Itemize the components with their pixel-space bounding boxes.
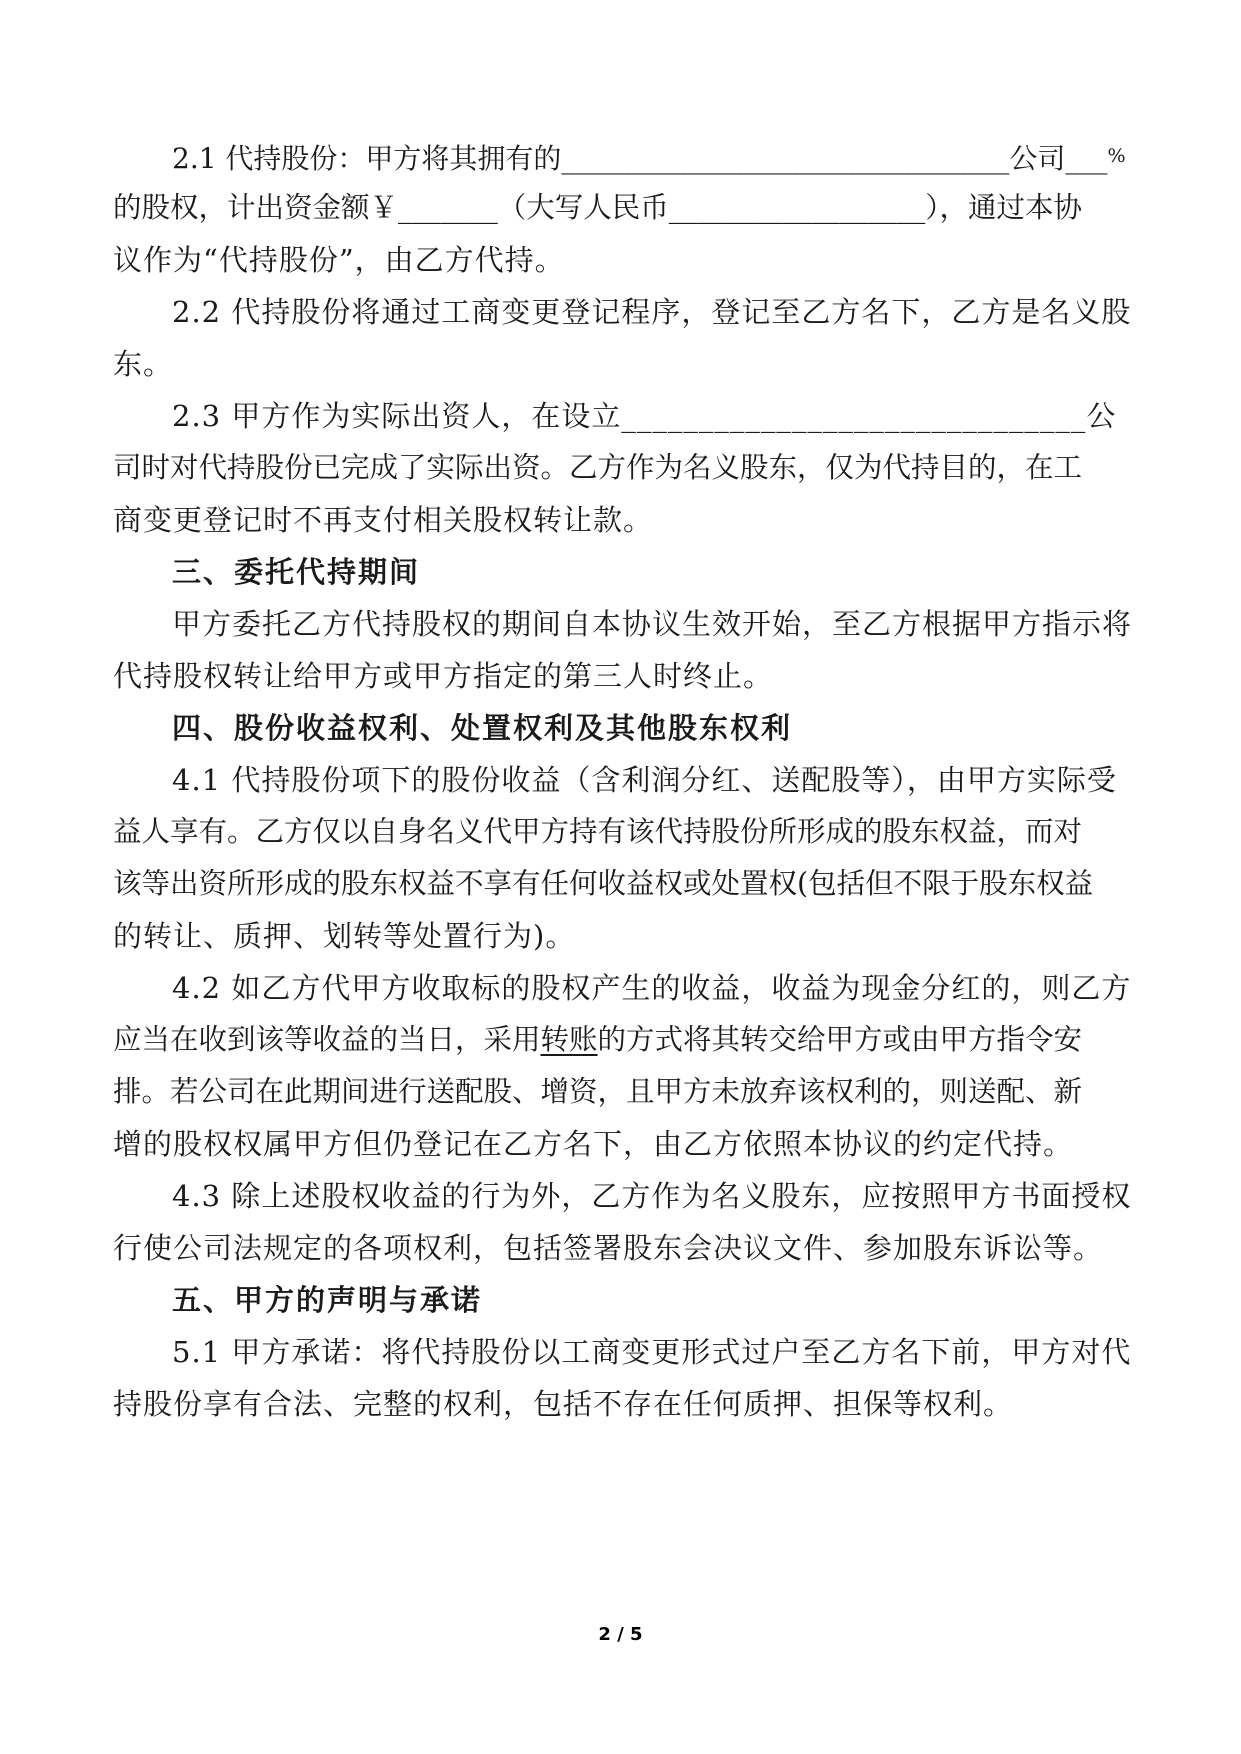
clause-2-3-line-3: 商变更登记时不再支付相关股权转让款。 [113, 503, 654, 537]
clause-4-2-line-4: 增的股权权属甲方但仍登记在乙方名下，由乙方依照本协议的约定代持。 [113, 1127, 1074, 1161]
section-4-heading: 四、股份收益权利、处置权利及其他股东权利 [172, 711, 793, 745]
clause-2-1-text: 2.1 代持股份：甲方将其拥有的________________________________公司___ [172, 142, 1108, 175]
clause-2-2-line-1: 2.2 代持股份将通过工商变更登记程序，登记至乙方名下，乙方是名义股 [172, 295, 1132, 329]
clause-2-1-line-3: 议作为“代持股份”，由乙方代持。 [113, 243, 565, 277]
clause-4-2-line-1: 4.2 如乙方代甲方收取标的股权产生的收益，收益为现金分红的，则乙方 [172, 971, 1132, 1005]
section-3-line-1: 甲方委托乙方代持股权的期间自本协议生效开始，至乙方根据甲方指示将 [172, 607, 1133, 641]
clause-5-1-line-2: 持股份享有合法、完整的权利，包括不存在任何质押、担保等权利。 [113, 1387, 1014, 1421]
clause-2-2-line-2: 东。 [113, 347, 174, 381]
clause-4-3-line-1: 4.3 除上述股权收益的行为外，乙方作为名义股东，应按照甲方书面授权 [172, 1179, 1132, 1213]
page-indicator: 2 / 5 [598, 1624, 643, 1645]
clause-2-1-line-1 [172, 136, 1126, 176]
clause-4-2-text-a: 应当在收到该等收益的当日，采用 [113, 1023, 541, 1056]
clause-2-3-line-1: 2.3 甲方作为实际出资人，在设立______________________________公 [172, 399, 1117, 433]
clause-4-2-line-3: 排。若公司在此期间进行送配股、增资，且甲方未放弃该权利的，则送配、新 [113, 1075, 1083, 1108]
section-5-heading: 五、甲方的声明与承诺 [172, 1283, 483, 1317]
clause-5-1-line-1: 5.1 甲方承诺：将代持股份以工商变更形式过户至乙方名下前，甲方对代 [172, 1335, 1132, 1369]
clause-4-3-line-2: 行使公司法规定的各项权利，包括签署股东会决议文件、参加股东诉讼等。 [113, 1231, 1104, 1265]
clause-4-1-line-1: 4.1 代持股份项下的股份收益（含利润分红、送配股等），由甲方实际受 [172, 763, 1117, 797]
clause-4-1-line-4: 的转让、质押、划转等处置行为)。 [113, 919, 576, 953]
clause-4-1-line-3: 该等出资所形成的股东权益不享有任何收益权或处置权(包括但不限于股东权益 [113, 867, 1094, 900]
clause-4-2-text-b: 的方式将其转交给甲方或由甲方指令安 [597, 1023, 1083, 1056]
clause-2-1-line-2: 的股权，计出资金额￥_______（大写人民币__________________），通过本协 [113, 191, 1083, 224]
percent-sign: % [1107, 145, 1126, 167]
clause-2-3-line-2: 司时对代持股份已完成了实际出资。乙方作为名义股东，仅为代持目的，在工 [113, 451, 1083, 484]
underlined-term: 转账 [540, 1023, 598, 1056]
section-3-line-2: 代持股权转让给甲方或甲方指定的第三人时终止。 [113, 659, 774, 693]
section-3-heading: 三、委托代持期间 [172, 555, 421, 589]
clause-4-2-line-2 [113, 1020, 1082, 1060]
clause-4-1-line-2: 益人享有。乙方仅以自身名义代甲方持有该代持股份所形成的股东权益，而对 [113, 815, 1083, 848]
